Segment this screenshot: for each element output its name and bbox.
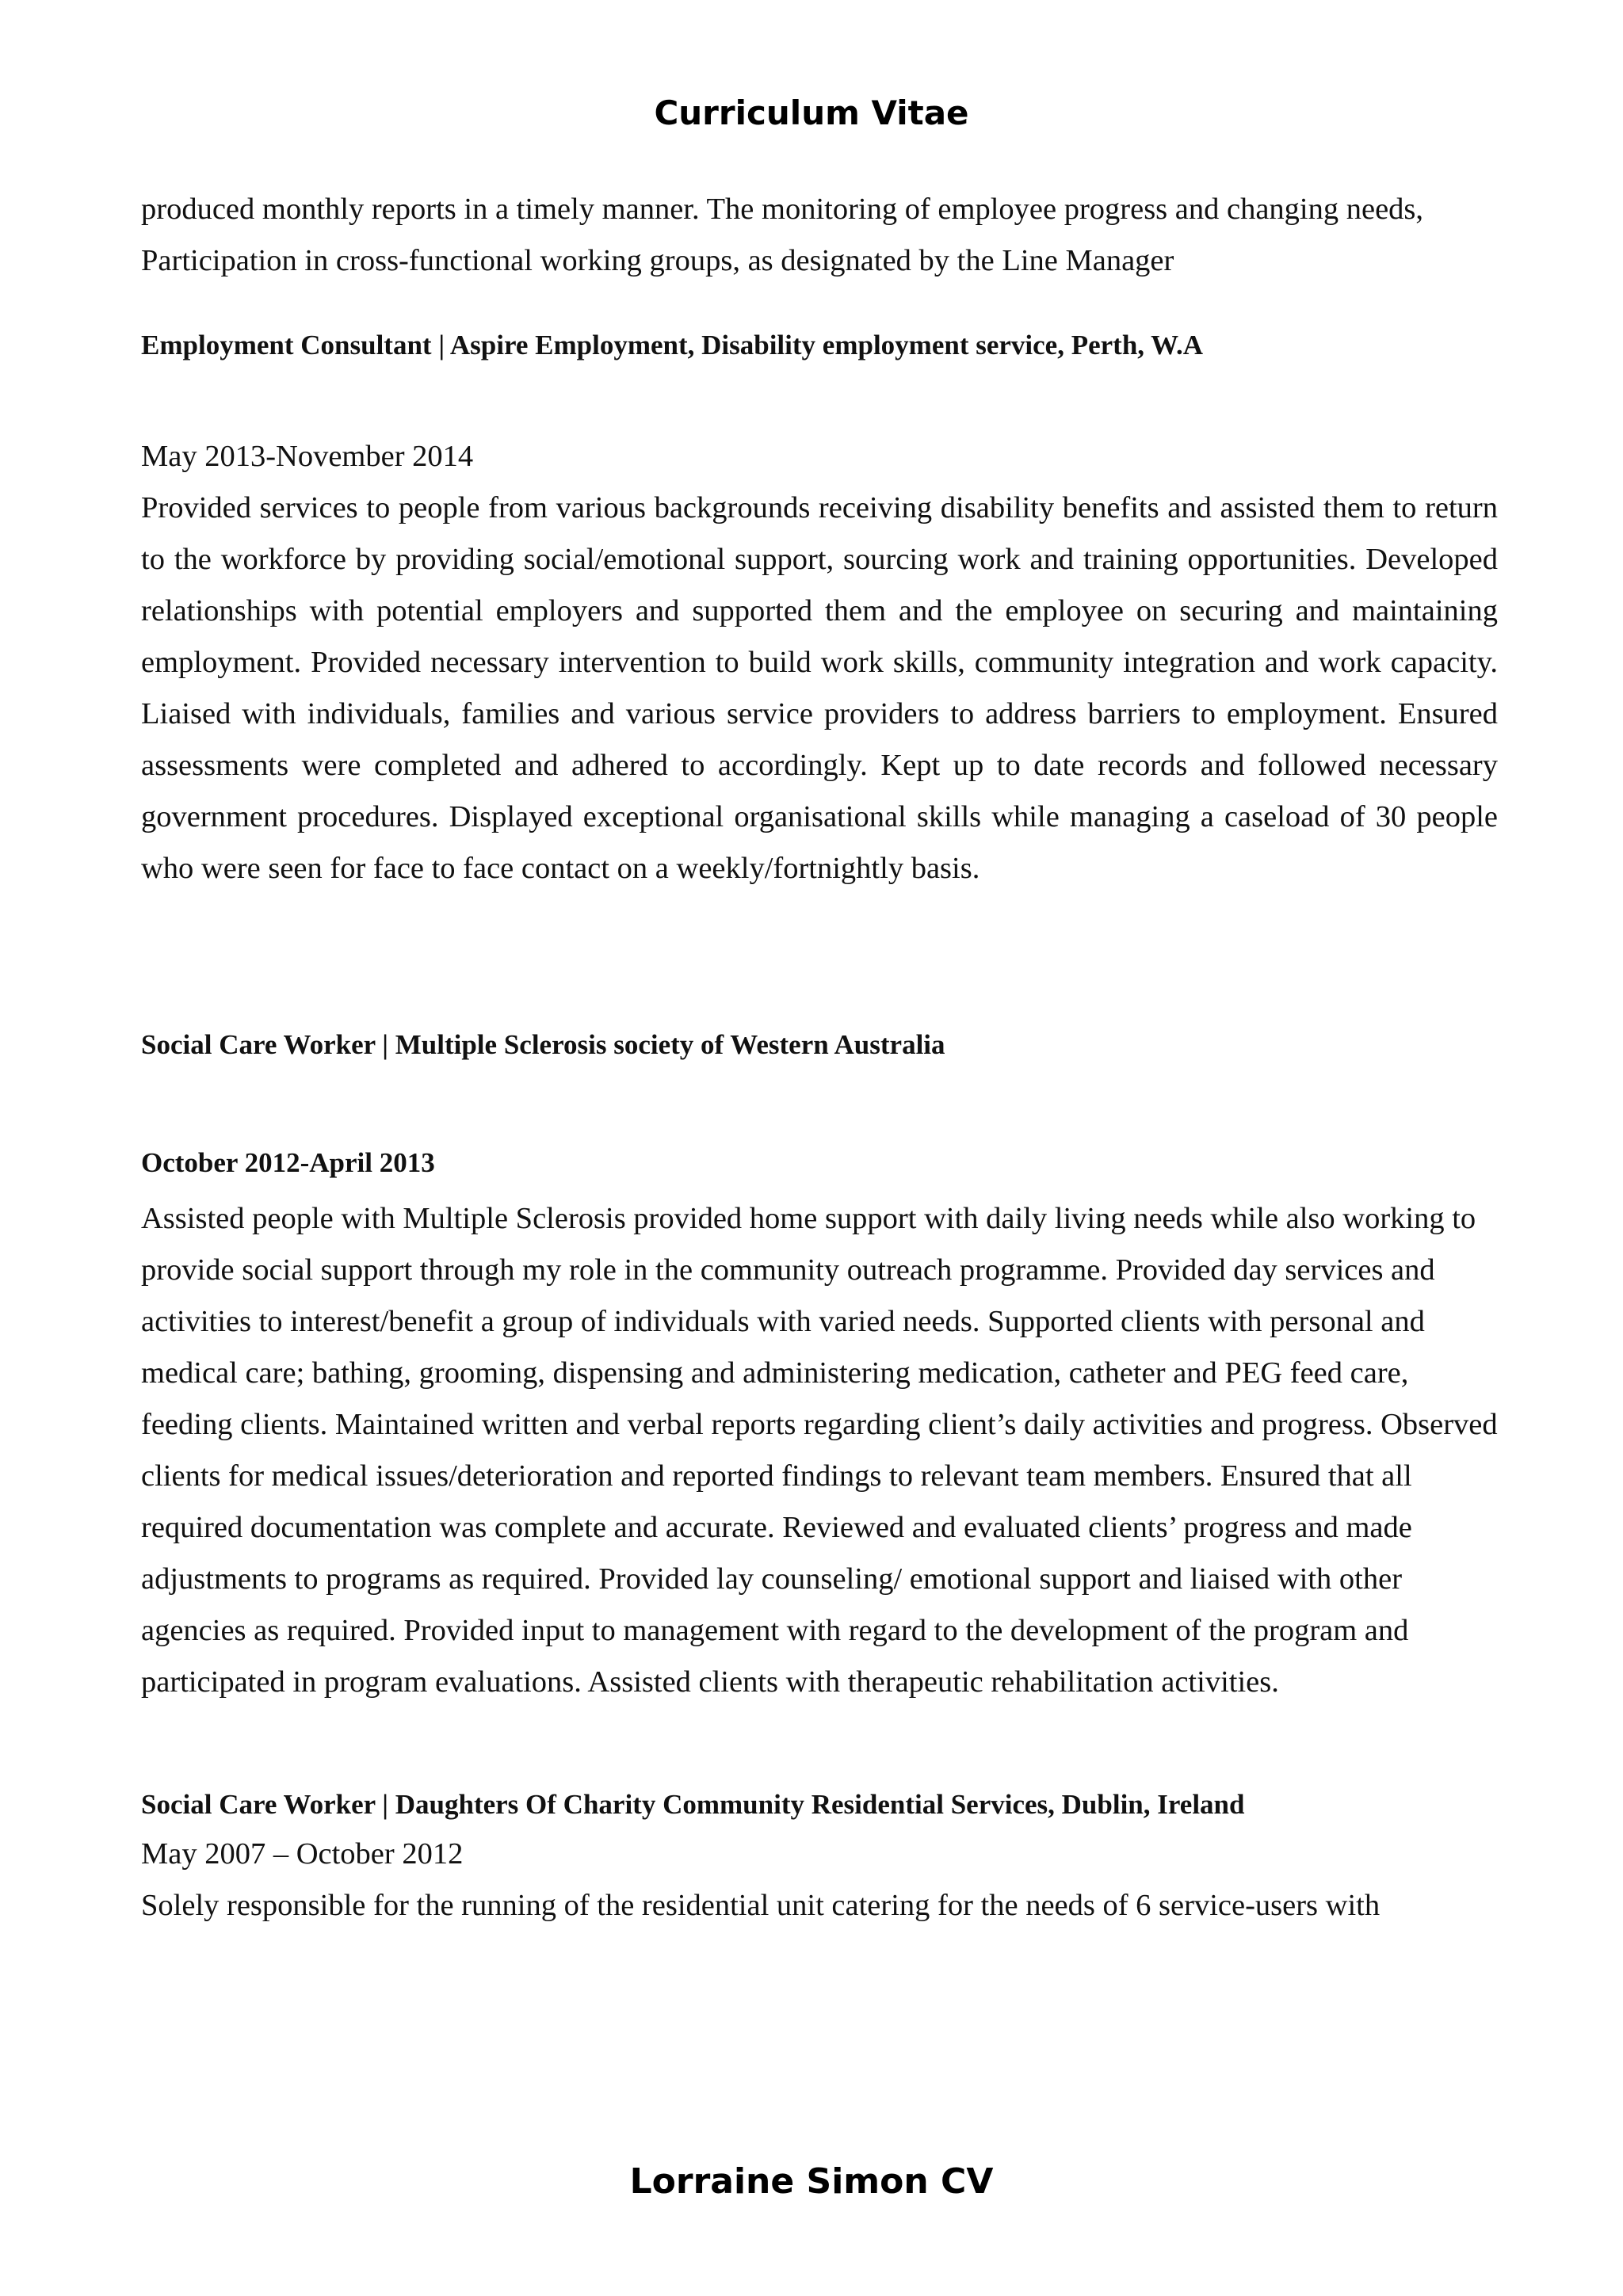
job-description-social-care-daughters-of-charity: Solely responsible for the running of the residential unit catering for the needs of 6 service-users with — [141, 1889, 1381, 1922]
job-title-social-care-ms-society: Social Care Worker | Multiple Sclerosis society of Western Australia — [141, 1029, 945, 1060]
cv-content — [141, 184, 1498, 1932]
job-description-employment-consultant: Provided services to people from various backgrounds receiving disability benefits and assisted them to return to the workforce by providing social/emotional support, sourcing work and training opportunities. Developed relationships with potential employers and supported them and the employee on securing and maintaining employment. Provided necessary intervention to build work skills, community integration and work capacity. Liaised with individuals, families and various service providers to address barriers to employment. Ensured assessments were completed and adhered to accordingly. Kept up to date records and followed necessary government procedures. Displayed exceptional organisational skills while managing a caseload of 30 people who were seen for face to face contact on a weekly/fortnightly basis. — [141, 491, 1498, 885]
page-footer: Lorraine Simon CV — [629, 2161, 994, 2202]
job-description-social-care-ms-society: Assisted people with Multiple Sclerosis provided home support with daily living needs while also working to provide social support through my role in the community outreach programme. Provided day services and activities to interest/benefit a group of individuals with varied needs. Supported clients with personal and medical care; bathing, grooming, dispensing and administering medication, catheter and PEG feed care, feeding clients. Maintained written and verbal reports regarding client’s daily activities and progress. Observed clients for medical issues/deterioration and reported findings to relevant team members. Ensured that all required documentation was complete and accurate. Reviewed and evaluated clients’ progress and made adjustments to programs as required. Provided lay counseling/ emotional support and liaised with other agencies as required. Provided input to management with regard to the development of the program and participated in program evaluations. Assisted clients with therapeutic rehabilitation activities. — [141, 1202, 1498, 1699]
page-header: Curriculum Vitae — [654, 93, 969, 132]
intro-paragraph: produced monthly reports in a timely manner. The monitoring of employee progress and changing needs, Participation in cross-functional working groups, as designated by the Line Manager — [141, 193, 1424, 277]
job-dates-social-care-daughters-of-charity: May 2007 – October 2012 — [141, 1837, 464, 1871]
job-dates-employment-consultant: May 2013-November 2014 — [141, 440, 474, 473]
job-title-employment-consultant: Employment Consultant | Aspire Employment, Disability employment service, Perth, W.A — [141, 330, 1203, 360]
job-title-social-care-daughters-of-charity: Social Care Worker | Daughters Of Charity Community Residential Services, Dublin, Ireland — [141, 1789, 1245, 1820]
job-dates-social-care-ms-society: October 2012-April 2013 — [141, 1147, 435, 1178]
